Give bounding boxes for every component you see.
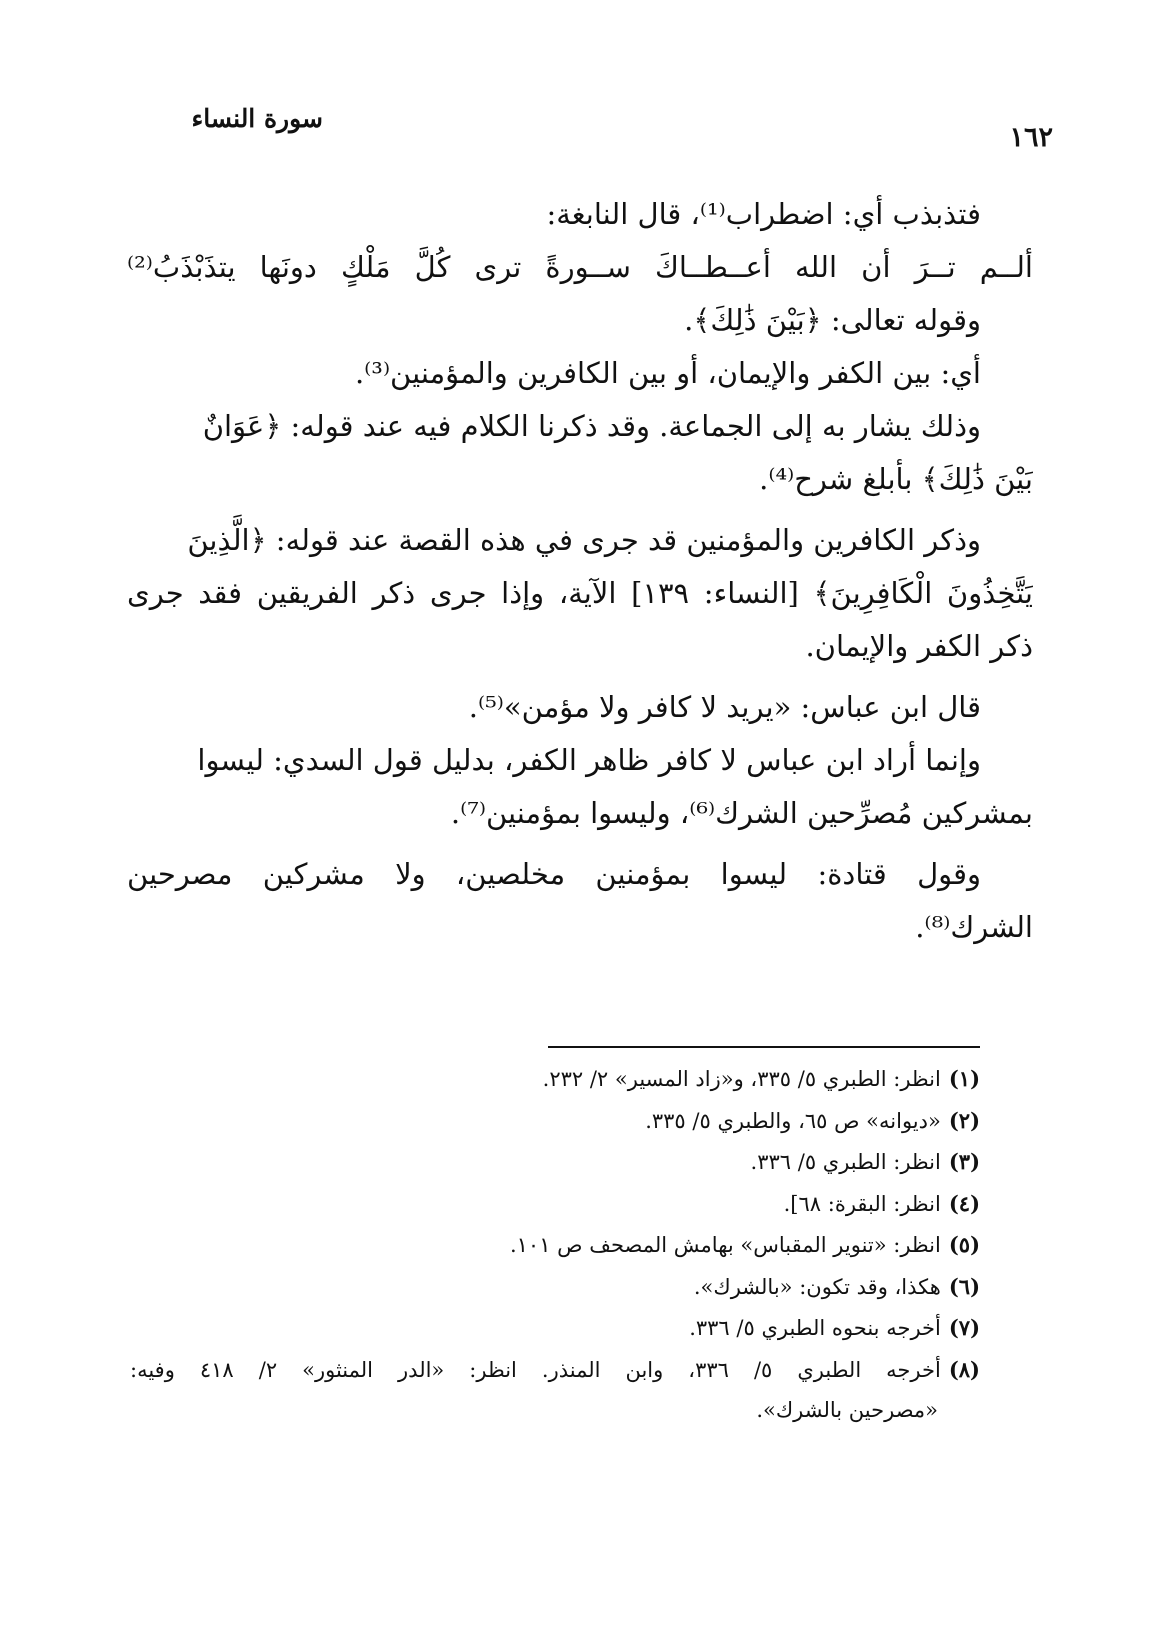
text-line: وذلك يشار به إلى الجماعة. وقد ذكرنا الكلام فيه عند قوله: ﴿عَوَانٌ: [202, 409, 981, 443]
text-line: فتذبذب أي: اضطراب⁽¹⁾، قال النابغة:: [546, 197, 981, 231]
footnote-text: هكذا، وقد تكون: «بالشرك».: [693, 1274, 941, 1299]
footnote: [130, 1058, 980, 1100]
main-text: [127, 188, 1033, 954]
footnote-number: (٦): [948, 1273, 980, 1299]
footnote-number: (٣): [948, 1149, 980, 1174]
text-line: بمشركين مُصرِّحين الشرك⁽⁶⁾، وليسوا بمؤمنين⁽⁷⁾.: [450, 796, 1033, 830]
footnote-separator: [548, 1046, 980, 1048]
footnote: [130, 1266, 980, 1308]
text-line: قال ابن عباس: «يريد لا كافر ولا مؤمن»⁽⁵⁾.: [468, 690, 981, 724]
text-line: وذكر الكافرين والمؤمنين قد جرى في هذه القصة عند قوله: ﴿الَّذِينَ: [187, 523, 981, 557]
footnote-text: انظر: «تنوير المقباس» بهامش المصحف ص ١٠١.: [509, 1233, 941, 1257]
text-line: أي: بين الكفر والإيمان، أو بين الكافرين والمؤمنين⁽³⁾.: [354, 356, 981, 390]
text-line: ذكر الكفر والإيمان.: [805, 629, 1033, 663]
text-line: يَتَّخِذُونَ الْكَافِرِينَ﴾ [النساء: ١٣٩] الآية، وإذا جرى ذكر الفريقين فقد جرى: [127, 576, 1033, 610]
footnote-text: انظر: الطبري ٥/ ٣٣٥، و«زاد المسير» ٢/ ٢٣٢.: [542, 1067, 941, 1091]
poetry-verse-line: ألــم تــرَ أن الله أعــطــاكَ ســورةً ترى كُلَّ مَلْكٍ دونَها يتذَبْذَبُ⁽²⁾: [127, 250, 1033, 284]
text-line: وقول قتادة: ليسوا بمؤمنين مخلصين، ولا مشركين مصرحين: [127, 857, 981, 891]
footnote: [130, 1141, 980, 1183]
footnote-text: أخرجه بنحوه الطبري ٥/ ٣٣٦.: [689, 1316, 941, 1340]
footnote-number: (٨): [948, 1356, 980, 1382]
footnote-number: (٢): [948, 1107, 980, 1133]
footnote-number: (٧): [948, 1315, 980, 1340]
running-header-surah-title: سورة النساء: [191, 104, 323, 133]
footnote-text: انظر: الطبري ٥/ ٣٣٦.: [750, 1150, 941, 1174]
footnote-text: انظر: البقرة: ٦٨].: [783, 1191, 941, 1216]
footnote-text: «ديوانه» ص ٦٥، والطبري ٥/ ٣٣٥.: [645, 1108, 941, 1133]
footnotes: [130, 1058, 980, 1432]
footnote: [130, 1307, 980, 1349]
footnote: [130, 1183, 980, 1225]
page-number: ١٦٢: [1009, 122, 1053, 153]
footnote: [130, 1349, 980, 1391]
footnote-continuation: «مصرحين بالشرك».: [756, 1398, 938, 1422]
text-line: الشرك⁽⁸⁾.: [915, 910, 1033, 944]
footnote: [130, 1224, 980, 1266]
footnote-text: أخرجه الطبري ٥/ ٣٣٦، وابن المنذر. انظر: «الدر المنثور» ٢/ ٤١٨ وفيه:: [130, 1357, 941, 1382]
footnote-number: (٤): [948, 1190, 980, 1216]
footnote-number: (٥): [948, 1232, 980, 1257]
text-line: وإنما أراد ابن عباس لا كافر ظاهر الكفر، بدليل قول السدي: ليسوا: [197, 743, 981, 777]
text-line: وقوله تعالى: ﴿بَيْنَ ذَٰلِكَ﴾.: [684, 303, 981, 337]
text-line: بَيْنَ ذَٰلِكَ﴾ بأبلغ شرح⁽⁴⁾.: [759, 462, 1033, 496]
footnote: [130, 1100, 980, 1142]
footnote-number: (١): [948, 1066, 980, 1091]
